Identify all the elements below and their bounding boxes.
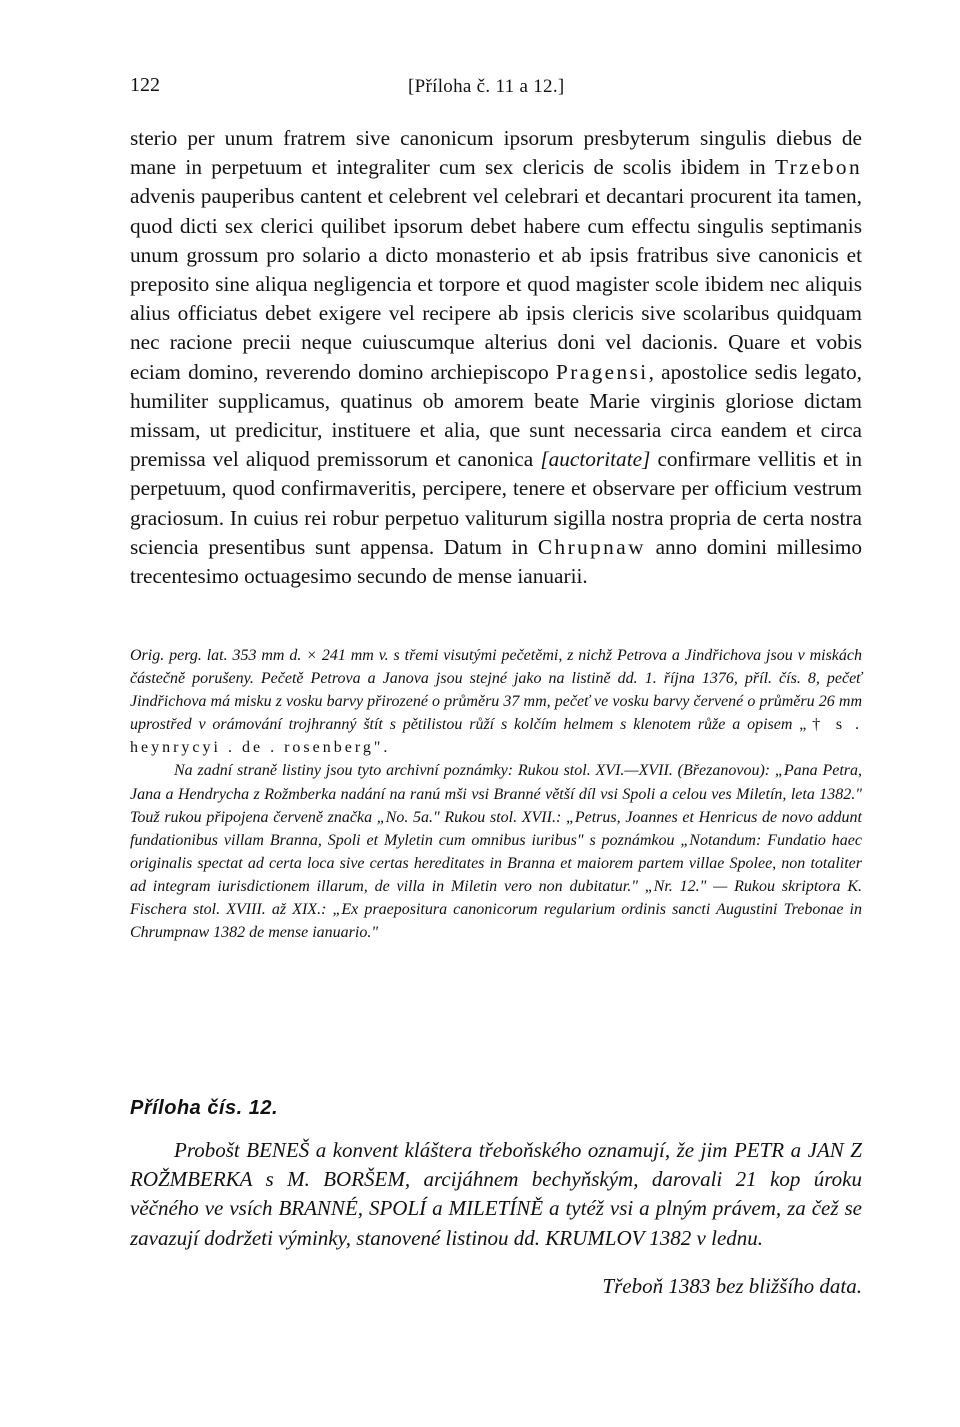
appendix-title: Příloha čís. 12. xyxy=(130,1097,279,1119)
appendix-date: Třeboň 1383 bez bližšího data. xyxy=(602,1274,862,1298)
place-name: Trzebon xyxy=(774,155,862,180)
appendix-regest: Probošt BENEŠ a konvent kláštera třeboňského oznamují, že jim PETR a JAN Z ROŽMBERKA s M. BORŠEM, arcijáhnem bechyňským, darovali 21 kop úroku věčného ve vsích BRANNÉ, SPOLÍ a MILETÍNĚ a tytéž vsi a plným právem, za čež se zavazují dodržeti výminky, stanovené listinou dd. KRUMLOV 1382 v lednu. xyxy=(130,1138,862,1250)
editorial-notes xyxy=(130,644,862,944)
place-name: Pragensi xyxy=(556,359,649,384)
main-latin-text xyxy=(130,124,862,591)
seal-legend: „† s . heynrycyi . de . rosenberg". xyxy=(130,716,862,757)
main-text-part: , apostolice sedis legato, humiliter supplicamus, quatinus ob amorem beate Marie virginis gloriose dictam missam, ut predicitur, instituere et alia, que sunt necessaria circa eandem et circa premissa vel aliquod premissorum et canonica xyxy=(130,359,863,472)
main-text-part: advenis pauperibus cantent et celebrent vel celebrari et decantari procurent ita tamen, quod dicti sex clerici quilibet ipsorum debet habere cum effectu singulis septimanis unum grossum pro solario a dicto monasterio et ab ipsis fratribus sive canonicis et preposito sine aliqua negligencia et torpore et quod magister scole ibidem nec aliquis alius officiatus debet exigere vel recipere ab ipsis clericis sive scolaribus quidquam nec racione precii neque cuiuscumque alterius doni vel dacionis. Quare et vobis eciam domino, reverendo domino archiepiscopo xyxy=(130,184,862,384)
note-paragraph xyxy=(130,644,862,759)
page-header xyxy=(130,74,862,104)
note-text: Orig. perg. lat. 353 mm d. × 241 mm v. s třemi visutými pečetěmi, z nichž Petrova a Jindřichova jsou v miskách částečně porušeny. Pečetě Petrova a Janova jsou stejné jako na listině dd. 1. října 1376, příl. čís. 8, pečeť Jindřichova má misku z vosku barvy přirozené o průměru 37 mm, pečeť ve vosku barvy červené o průměru 26 mm uprostřed v orámování trojhranný štít s pětilistou růží s kolčím helmem s klenotem růže a opisem xyxy=(130,647,862,734)
note-paragraph: Na zadní straně listiny jsou tyto archivní poznámky: Rukou stol. XVI.—XVII. (Březanovou): „Pana Petra, Jana a Hendrycha z Rožmberka nadání na ranú mši vsi Branné větší díl vsi Spoli a celou ves Miletín, leta 1382." Touž rukou připojena červeně značka „No. 5a." Rukou stol. XVII.: „Petrus, Joannes et Henricus de novo addunt fundationibus villam Branna, Spoli et Myletin cum omnibus iuribus" s poznámkou „Notandum: Fundatio haec originalis spectat ad certa loca sive certas hereditates in Branna et maiorem partem villae Spolee, non totaliter ad integram iurisdictionem illarum, de villa in Miletin vero non dubitatur." „Nr. 12." — Rukou skriptora K. Fischera stol. XVIII. až XIX.: „Ex praepositura canonicorum regularium ordinis sancti Augustini Trebonae in Chrumpnaw 1382 de mense ianuario." xyxy=(130,762,862,942)
running-head: [Příloha č. 11 a 12.] xyxy=(408,76,565,97)
page-number: 122 xyxy=(130,74,160,96)
main-text-part: confirmare vellitis et in perpetuum, quod confirmaveritis, percipere, tenere et observare per officium vestrum graciosum. In cuius rei robur perpetuo valiturum sigilla nostra propria de certa nostra sciencia presentibus sunt appensa. Datum in xyxy=(130,447,862,559)
place-name: Chrupnaw xyxy=(537,534,646,559)
editorial-insertion: [auctoritate] xyxy=(540,447,651,472)
main-text-part: sterio per unum fratrem sive canonicum ipsorum presbyterum singulis diebus de mane in perpetuum et integraliter cum sex clericis de scolis ibidem in xyxy=(130,126,862,180)
main-text-part: anno domini millesimo trecentesimo octuagesimo secundo de mense ianuarii. xyxy=(130,534,862,589)
